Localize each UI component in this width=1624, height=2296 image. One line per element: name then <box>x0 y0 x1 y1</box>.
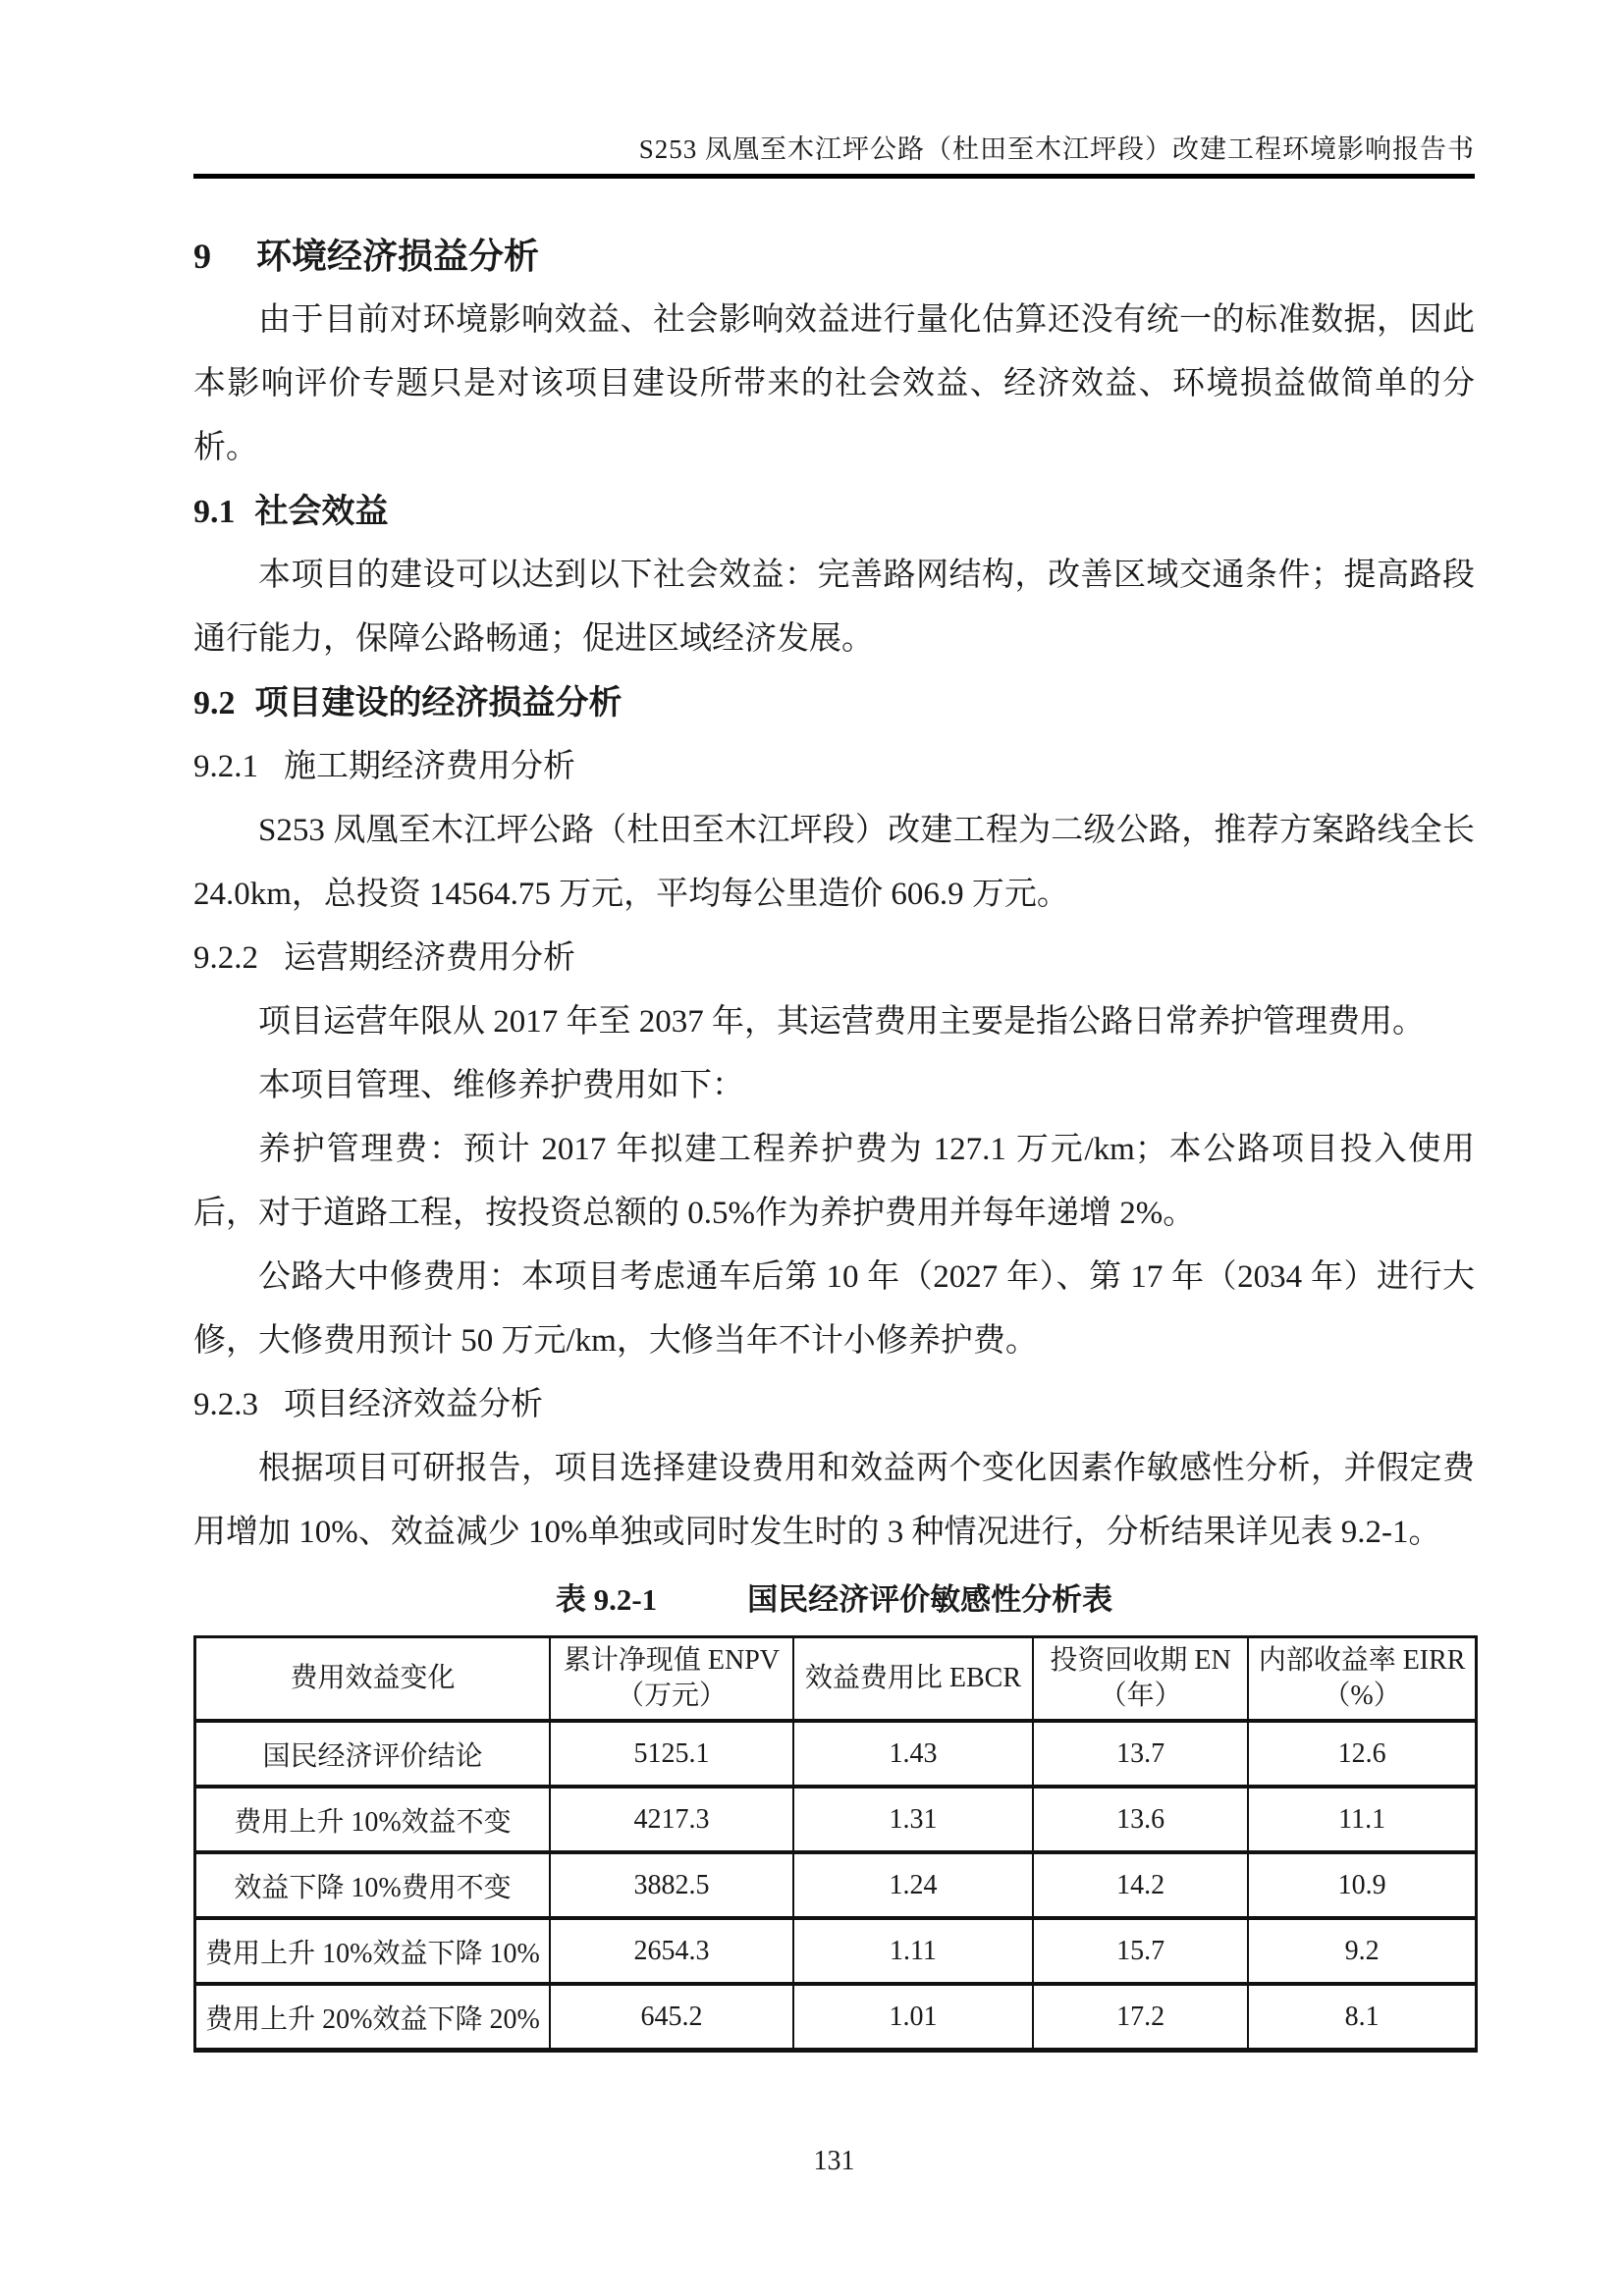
heading-9-2-2-title: 运营期经济费用分析 <box>284 940 575 976</box>
heading-9-title: 环境经济损益分析 <box>256 237 540 276</box>
cell-ebcr: 1.01 <box>793 1984 1033 2051</box>
cell-eirr: 11.1 <box>1248 1787 1476 1852</box>
cell-ebcr: 1.43 <box>793 1721 1033 1787</box>
cell-eirr: 8.1 <box>1248 1984 1476 2051</box>
table-caption-title: 国民经济评价敏感性分析表 <box>747 1582 1113 1617</box>
cell-scenario: 费用上升 20%效益下降 20% <box>205 2003 540 2035</box>
heading-9-2-number: 9.2 <box>193 685 236 721</box>
table-row <box>195 1787 1477 1852</box>
heading-9-1-title: 社会效益 <box>254 494 389 530</box>
paragraph-sensitivity-analysis: 根据项目可研报告，项目选择建设费用和效益两个变化因素作敏感性分析，并假定费用增加 10%、效益减少 10%单独或同时发生时的 3 种情况进行，分析结果详见表 9.2-1。 <box>193 1451 1475 1550</box>
heading-9-1 <box>193 480 1475 544</box>
page-header <box>193 0 1475 179</box>
heading-9-2-3 <box>193 1373 1475 1437</box>
cell-scenario: 费用上升 10%效益不变 <box>234 1806 512 1838</box>
heading-9-2-3-title: 项目经济效益分析 <box>284 1387 543 1422</box>
paragraph-major-repair-fee: 公路大中修费用：本项目考虑通车后第 10 年（2027 年）、第 17 年（2034 年）进行大修，大修费用预计 50 万元/km，大修当年不计小修养护费。 <box>193 1259 1475 1359</box>
cell-enpv: 2654.3 <box>550 1918 793 1984</box>
cell-enpv: 5125.1 <box>550 1721 793 1787</box>
heading-9-2-1-title: 施工期经济费用分析 <box>284 749 575 784</box>
heading-9-2-2 <box>193 927 1475 990</box>
col-header-ebcr: 效益费用比 EBCR <box>793 1637 1033 1722</box>
heading-9 <box>193 224 1475 289</box>
cell-eirr: 12.6 <box>1248 1721 1476 1787</box>
heading-9-2-2-number: 9.2.2 <box>193 940 258 976</box>
heading-9-2 <box>193 671 1475 735</box>
heading-9-number: 9 <box>193 237 211 276</box>
cell-eirr: 9.2 <box>1248 1918 1476 1984</box>
table-caption <box>193 1575 1475 1626</box>
col-header-eirr: 内部收益率 EIRR （%） <box>1248 1637 1476 1722</box>
paragraph-construction-cost: S253 凤凰至木江坪公路（杜田至木江坪段）改建工程为二级公路，推荐方案路线全长 24.0km，总投资 14564.75 万元，平均每公里造价 606.9 万元。 <box>193 813 1475 912</box>
cell-ebcr: 1.31 <box>793 1787 1033 1852</box>
col-header-cost-benefit-change: 费用效益变化 <box>290 1663 456 1693</box>
cell-ebcr: 1.11 <box>793 1918 1033 1984</box>
document-content <box>193 0 1475 2053</box>
cell-en: 15.7 <box>1033 1918 1248 1984</box>
cell-enpv: 4217.3 <box>550 1787 793 1852</box>
heading-9-1-number: 9.1 <box>193 494 236 530</box>
cell-ebcr: 1.24 <box>793 1852 1033 1918</box>
cell-en: 13.6 <box>1033 1787 1248 1852</box>
cell-enpv: 3882.5 <box>550 1852 793 1918</box>
cell-scenario: 国民经济评价结论 <box>262 1740 483 1772</box>
cell-enpv: 645.2 <box>550 1984 793 2051</box>
page-number: 131 <box>813 2146 855 2176</box>
header-rule <box>193 174 1475 179</box>
cell-scenario: 费用上升 10%效益下降 10% <box>205 1938 540 1969</box>
paragraph-social-benefit: 本项目的建设可以达到以下社会效益：完善路网结构，改善区域交通条件；提高路段通行能力，保障公路畅通；促进区域经济发展。 <box>193 558 1475 657</box>
cell-en: 14.2 <box>1033 1852 1248 1918</box>
heading-9-2-3-number: 9.2.3 <box>193 1387 258 1422</box>
table-row <box>195 1918 1477 1984</box>
heading-9-2-title: 项目建设的经济损益分析 <box>254 685 623 721</box>
table-row <box>195 1852 1477 1918</box>
table-caption-number: 表 9.2-1 <box>555 1582 658 1617</box>
col-header-enpv: 累计净现值 ENPV （万元） <box>550 1637 793 1722</box>
cell-en: 13.7 <box>1033 1721 1248 1787</box>
paragraph-operation-years: 项目运营年限从 2017 年至 2037 年，其运营费用主要是指公路日常养护管理费用。 <box>258 1004 1425 1040</box>
cell-scenario: 效益下降 10%费用不变 <box>234 1872 512 1903</box>
col-header-en: 投资回收期 EN （年） <box>1033 1637 1248 1722</box>
heading-9-2-1-number: 9.2.1 <box>193 749 258 784</box>
page-footer <box>193 2146 1475 2177</box>
heading-9-2-1 <box>193 735 1475 799</box>
table-header-row <box>195 1637 1477 1722</box>
sensitivity-analysis-table <box>193 1635 1478 2053</box>
cell-en: 17.2 <box>1033 1984 1248 2051</box>
paragraph-intro: 由于目前对环境影响效益、社会影响效益进行量化估算还没有统一的标准数据，因此本影响评价专题只是对该项目建设所带来的社会效益、经济效益、环境损益做简单的分析。 <box>193 302 1475 465</box>
table-row <box>195 1721 1477 1787</box>
paragraph-maintenance-fee: 养护管理费：预计 2017 年拟建工程养护费为 127.1 万元/km；本公路项目投入使用后，对于道路工程，按投资总额的 0.5%作为养护费用并每年递增 2%。 <box>193 1132 1475 1231</box>
table-row <box>195 1984 1477 2051</box>
running-header-title: S253 凤凰至木江坪公路（杜田至木江坪段）改建工程环境影响报告书 <box>638 134 1475 164</box>
cell-eirr: 10.9 <box>1248 1852 1476 1918</box>
paragraph-maintenance-intro: 本项目管理、维修养护费用如下： <box>258 1068 744 1103</box>
